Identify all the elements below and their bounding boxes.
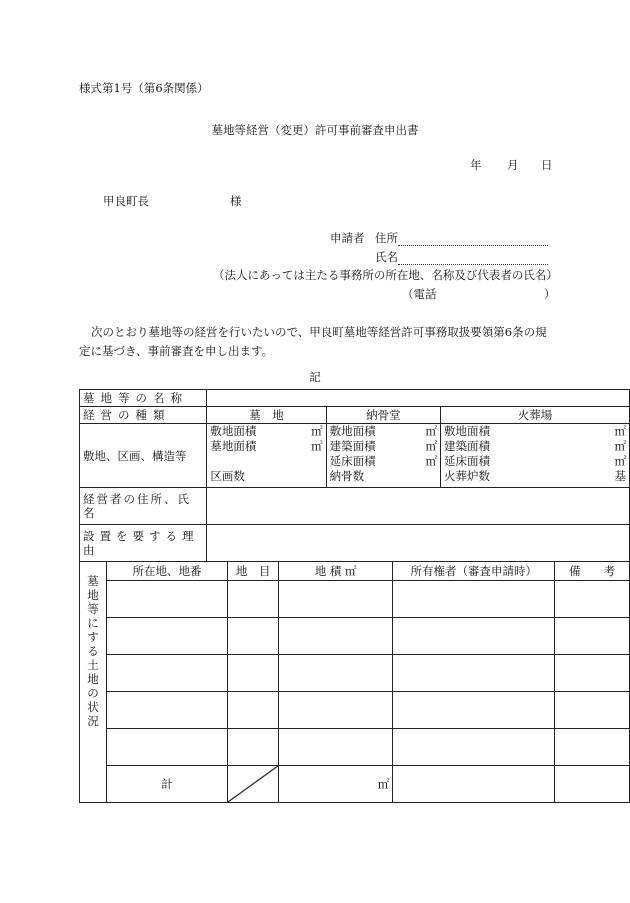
facility-name-label: 墓地等の名称 [80, 390, 207, 407]
land-status-label: 墓 地 等 に す る 土 地 の 状 況 [80, 562, 107, 803]
phone-open: （電話 [402, 287, 437, 301]
land-area-cell[interactable] [279, 655, 393, 692]
land-remarks-cell[interactable] [555, 692, 630, 729]
ossuary-area-cell[interactable]: 敷地面積 ㎡ 建築面積 ㎡ 延床面積 ㎡ 納骨数 [326, 424, 440, 488]
application-table [79, 389, 630, 803]
management-type-label: 経営の種類 [80, 407, 207, 424]
land-category-cell[interactable] [228, 618, 279, 655]
land-remarks-cell[interactable] [555, 581, 630, 618]
land-location-cell[interactable] [106, 729, 227, 766]
header-land-area: 地 積 ㎡ [279, 562, 393, 581]
header-owner: 所有権者（審査申請時） [393, 562, 555, 581]
land-owner-cell[interactable] [393, 729, 555, 766]
land-owner-cell[interactable] [393, 618, 555, 655]
land-remarks-cell[interactable] [555, 729, 630, 766]
land-row [80, 729, 630, 766]
land-category-cell[interactable] [228, 581, 279, 618]
total-label: 計 [106, 766, 227, 803]
total-remarks-cell[interactable] [555, 766, 630, 803]
total-diagonal [228, 766, 279, 803]
header-location: 所在地、地番 [106, 562, 227, 581]
applicant-label: 申請者 [330, 231, 365, 245]
name-field[interactable] [375, 249, 548, 265]
land-area-cell[interactable] [279, 729, 393, 766]
land-category-cell[interactable] [228, 655, 279, 692]
operator-label: 経営者の住所、氏名 [80, 488, 207, 525]
land-owner-cell[interactable] [393, 655, 555, 692]
land-category-cell[interactable] [228, 729, 279, 766]
land-row [80, 692, 630, 729]
corporation-note: （法人にあっては主たる事務所の所在地、名称及び代表者の氏名） [213, 268, 558, 282]
land-location-cell[interactable] [106, 655, 227, 692]
land-category-cell[interactable] [228, 692, 279, 729]
total-owner-cell[interactable] [393, 766, 555, 803]
crematorium-area-cell[interactable]: 敷地面積 ㎡ 建築面積 ㎡ 延床面積 ㎡ 火葬炉数 基 [441, 424, 630, 488]
document-title: 墓地等経営（変更）許可事前審査申出書 [211, 123, 419, 137]
land-area-cell[interactable] [279, 692, 393, 729]
land-remarks-cell[interactable] [555, 655, 630, 692]
total-row [80, 766, 630, 803]
body-text-line-1: 次のとおり墓地等の経営を行いたいので、甲良町墓地等経営許可事務取扱要領第6条の規 [91, 325, 547, 339]
land-location-cell[interactable] [106, 618, 227, 655]
address-line [398, 233, 548, 246]
total-area-cell[interactable] [279, 766, 393, 803]
address-field[interactable] [375, 230, 548, 246]
name-label: 氏名 [375, 250, 398, 264]
land-row [80, 618, 630, 655]
land-remarks-cell[interactable] [555, 618, 630, 655]
facility-name-input[interactable] [207, 390, 630, 407]
honorific: 様 [230, 194, 242, 208]
cemetery-area-cell[interactable]: 敷地面積 ㎡ 墓地面積 ㎡ 区画数 [207, 424, 326, 488]
header-remarks: 備 考 [555, 562, 630, 581]
reason-input[interactable] [207, 525, 630, 562]
phone-close: ） [544, 287, 556, 301]
land-location-cell[interactable] [106, 692, 227, 729]
land-area-cell[interactable] [279, 618, 393, 655]
date-month: 月 [507, 158, 519, 172]
type-crematorium[interactable]: 火葬場 [441, 407, 630, 424]
body-text-line-2: 定に基づき、事前審査を申し出ます。 [79, 344, 274, 358]
ki-heading: 記 [309, 370, 321, 384]
reason-label: 設置を要する理由 [80, 525, 207, 562]
addressee: 甲良町長 [103, 194, 149, 208]
land-owner-cell[interactable] [393, 692, 555, 729]
date-day: 日 [541, 158, 553, 172]
total-unit: ㎡ [377, 777, 390, 791]
header-land-category: 地 目 [228, 562, 279, 581]
address-label: 住所 [375, 231, 398, 245]
operator-input[interactable] [207, 488, 630, 525]
area-structure-label: 敷地、区画、構造等 [80, 424, 207, 488]
land-row [80, 655, 630, 692]
type-ossuary[interactable]: 納骨堂 [326, 407, 440, 424]
land-location-cell[interactable] [106, 581, 227, 618]
land-area-cell[interactable] [279, 581, 393, 618]
land-row [80, 581, 630, 618]
type-cemetery[interactable]: 墓 地 [207, 407, 326, 424]
land-owner-cell[interactable] [393, 581, 555, 618]
form-number: 様式第1号（第6条関係） [79, 81, 209, 95]
date-year: 年 [470, 158, 482, 172]
name-line [398, 252, 548, 265]
